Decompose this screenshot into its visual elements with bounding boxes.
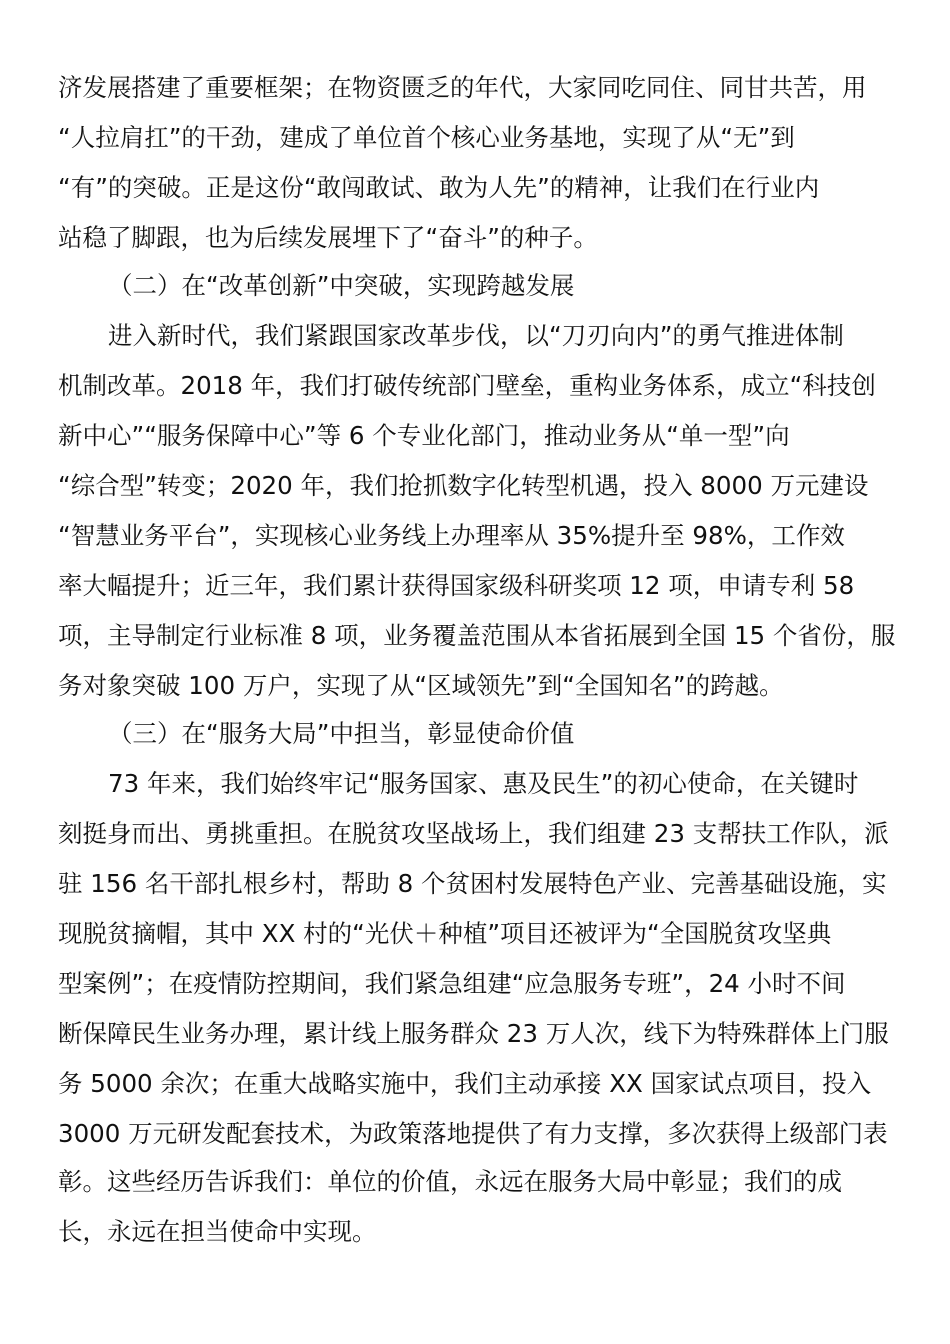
paragraph-continuation-line: 济发展搭建了重要框架；在物资匮乏的年代，大家同吃同住、同甘共苦，用 [58,73,867,102]
paragraph-line: 3000 万元研发配套技术，为政策落地提供了有力支撑，多次获得上级部门表 [58,1119,888,1148]
paragraph-line: 断保障民生业务办理，累计线上服务群众 23 万人次，线下为特殊群体上门服 [58,1019,889,1048]
paragraph-first-line: 73 年来，我们始终牢记“服务国家、惠及民生”的初心使命，在关键时 [108,769,859,798]
paragraph-line: 新中心”“服务保障中心”等 6 个专业化部门，推动业务从“单一型”向 [58,421,790,450]
paragraph-line: 型案例”；在疫情防控期间，我们紧急组建“应急服务专班”，24 小时不间 [58,969,846,998]
paragraph-line: 务 5000 余次；在重大战略实施中，我们主动承接 XX 国家试点项目，投入 [58,1069,872,1098]
paragraph-line: 率大幅提升；近三年，我们累计获得国家级科研奖项 12 项，申请专利 58 [58,571,855,600]
paragraph-first-line: 进入新时代，我们紧跟国家改革步伐，以“刀刃向内”的勇气推进体制 [108,321,844,350]
paragraph-line: 务对象突破 100 万户，实现了从“区域领先”到“全国知名”的跨越。 [58,671,784,700]
paragraph-continuation-line: 站稳了脚跟，也为后续发展埋下了“奋斗”的种子。 [58,223,598,252]
paragraph-line: 项，主导制定行业标准 8 项，业务覆盖范围从本省拓展到全国 15 个省份，服 [58,621,896,650]
section-heading-3: （三）在“服务大局”中担当，彰显使命价值 [108,719,575,748]
paragraph-line: “综合型”转变；2020 年，我们抢抓数字化转型机遇，投入 8000 万元建设 [58,471,869,500]
paragraph-line: “智慧业务平台”，实现核心业务线上办理率从 35%提升至 98%，工作效 [58,521,845,550]
paragraph-line: 现脱贫摘帽，其中 XX 村的“光伏＋种植”项目还被评为“全国脱贫攻坚典 [58,919,832,948]
paragraph-line: 长，永远在担当使命中实现。 [58,1217,377,1246]
paragraph-continuation-line: “有”的突破。正是这份“敢闯敢试、敢为人先”的精神，让我们在行业内 [58,173,820,202]
paragraph-continuation-line: “人拉肩扛”的干劲，建成了单位首个核心业务基地，实现了从“无”到 [58,123,795,152]
paragraph-line: 机制改革。2018 年，我们打破传统部门壁垒，重构业务体系，成立“科技创 [58,371,876,400]
paragraph-line: 驻 156 名干部扎根乡村，帮助 8 个贫困村发展特色产业、完善基础设施，实 [58,869,887,898]
paragraph-line: 刻挺身而出、勇挑重担。在脱贫攻坚战场上，我们组建 23 支帮扶工作队，派 [58,819,889,848]
section-heading-2: （二）在“改革创新”中突破，实现跨越发展 [108,271,575,300]
paragraph-line: 彰。这些经历告诉我们：单位的价值，永远在服务大局中彰显；我们的成 [58,1167,842,1196]
